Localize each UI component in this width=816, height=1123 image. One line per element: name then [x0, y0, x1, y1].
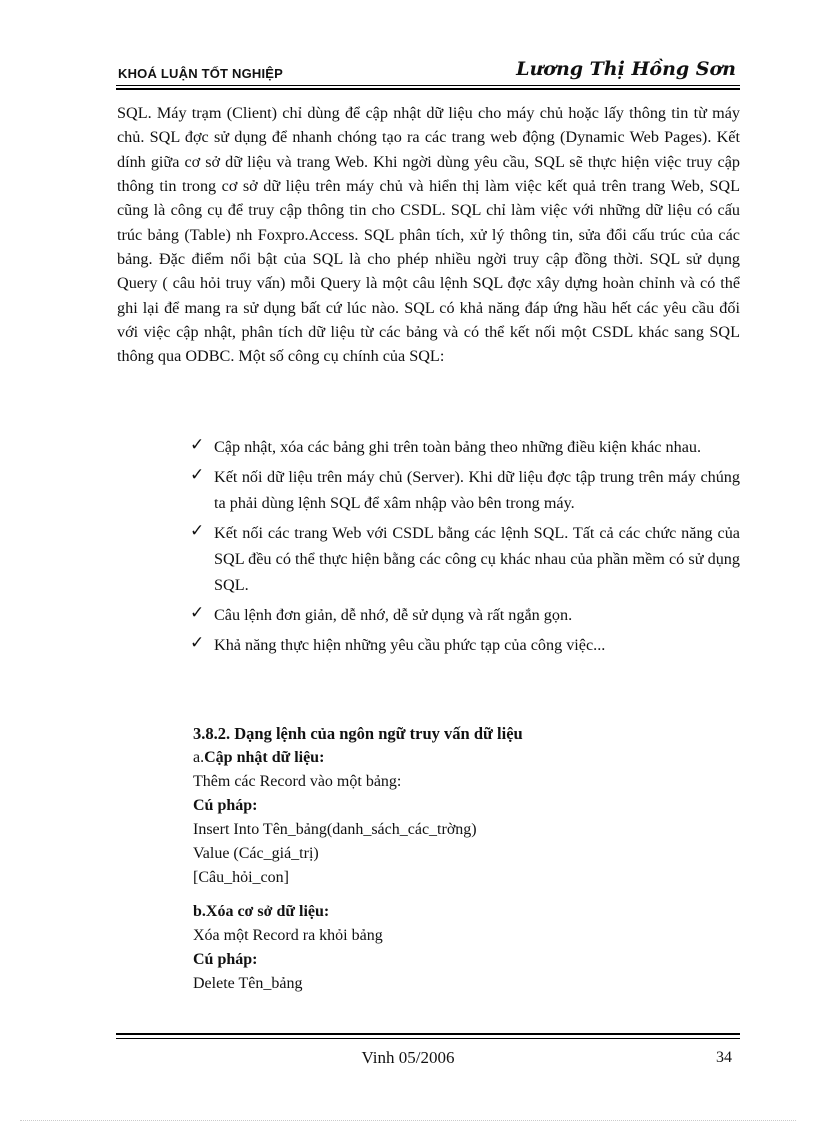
- list-item: [190, 434, 740, 460]
- body-paragraph: SQL. Máy trạm (Client) chỉ dùng để cập nhật dữ liệu cho máy chủ hoặc lấy thông tin từ máy chủ. SQL đợc sử dụng để nhanh chóng tạo ra các trang web động (Dynamic Web Pages). Kết dính giữa cơ sở dữ liệu và trang Web. Khi ngời dùng yêu cầu, SQL sẽ thực hiện việc truy cập thông tin trong cơ sở dữ liệu trên máy chủ và hiển thị làm việc kết quả trên trang Web, SQL cũng là công cụ để truy cập thông tin cho CSDL. SQL chỉ làm việc với những dữ liệu có cấu trúc bảng (Table) nh Foxpro.Access. SQL phân tích, xử lý thông tin, sửa đổi cấu trúc của các bảng. Đặc điểm nổi bật của SQL là cho phép nhiều ngời truy cập đồng thời. SQL sử dụng Query ( câu hỏi truy vấn) mỗi Query là một câu lệnh SQL đợc xây dựng hoàn chỉnh và có thể ghi lại để mang ra sử dụng bất cứ lúc nào. SQL có khả năng đáp ứng hầu hết các yêu cầu đối với việc cập nhật, phân tích dữ liệu từ các bảng và có thể kết nối một CSDL khác sang SQL thông qua ODBC. Một số công cụ chính của SQL:: [117, 104, 740, 366]
- syntax-line: [Câu_hỏi_con]: [193, 869, 289, 886]
- section-heading: 3.8.2. Dạng lệnh của ngôn ngữ truy vấn dữ liệu: [193, 724, 523, 743]
- page-number: 34: [716, 1049, 732, 1066]
- subsection-a-label: Cập nhật dữ liệu:: [204, 749, 325, 766]
- list-item-text: Cập nhật, xóa các bảng ghi trên toàn bảng theo những điều kiện khác nhau.: [214, 438, 702, 456]
- header-left-title: KHOÁ LUẬN TỐT NGHIỆP: [118, 66, 284, 81]
- footer-rule-thin: [116, 1038, 740, 1039]
- subsection-a-title: [193, 746, 740, 770]
- list-item-text: Khả năng thực hiện những yêu cầu phức tạp của công việc...: [214, 636, 606, 654]
- checkmark-icon: ✓: [190, 465, 205, 484]
- checkmark-icon: ✓: [190, 435, 205, 454]
- list-item: [190, 602, 740, 628]
- syntax-line: Insert Into Tên_bảng(danh_sách_các_trờng): [193, 821, 477, 838]
- syntax-line: Delete Tên_bảng: [193, 975, 303, 992]
- list-item-text: Kết nối dữ liệu trên máy chủ (Server). Khi dữ liệu đợc tập trung trên máy chúng ta phải dùng lệnh SQL để xâm nhập vào bên trong máy.: [214, 468, 740, 512]
- spacer: [193, 890, 740, 900]
- checkmark-icon: ✓: [190, 521, 205, 540]
- subsection-a-prefix: a.: [193, 749, 205, 766]
- subsection-b-title: b.Xóa cơ sở dữ liệu:: [193, 903, 330, 920]
- list-item-text: Câu lệnh đơn giản, dễ nhớ, dễ sử dụng và rất ngắn gọn.: [214, 606, 573, 624]
- subsection-b-desc: Xóa một Record ra khỏi bảng: [193, 927, 383, 944]
- bullet-list: [190, 434, 740, 662]
- checkmark-icon: ✓: [190, 633, 205, 652]
- footer-place-date: Vinh 05/2006: [361, 1048, 455, 1067]
- list-item-text: Kết nối các trang Web với CSDL bằng các lệnh SQL. Tất cả các chức năng của SQL đều có thể thực hiện bằng các công cụ khác nhau của phần mềm có sử dụng SQL.: [214, 524, 740, 594]
- header-rule-thick: [116, 88, 740, 90]
- list-item: [190, 520, 740, 598]
- syntax-label-a: Cú pháp:: [193, 797, 258, 814]
- subsection-a-desc: Thêm các Record vào một bảng:: [193, 773, 402, 790]
- header-author-signature: Lương Thị Hồng Sơn: [516, 58, 736, 80]
- header-rule-thin: [116, 85, 740, 86]
- syntax-line: Value (Các_giá_trị): [193, 845, 319, 862]
- page-edge-dotted-line: [20, 1120, 796, 1121]
- section-3-8-2: [193, 722, 740, 996]
- footer-rule-thick: [116, 1033, 740, 1035]
- syntax-label-b: Cú pháp:: [193, 951, 258, 968]
- list-item: [190, 464, 740, 516]
- checkmark-icon: ✓: [190, 603, 205, 622]
- list-item: [190, 632, 740, 658]
